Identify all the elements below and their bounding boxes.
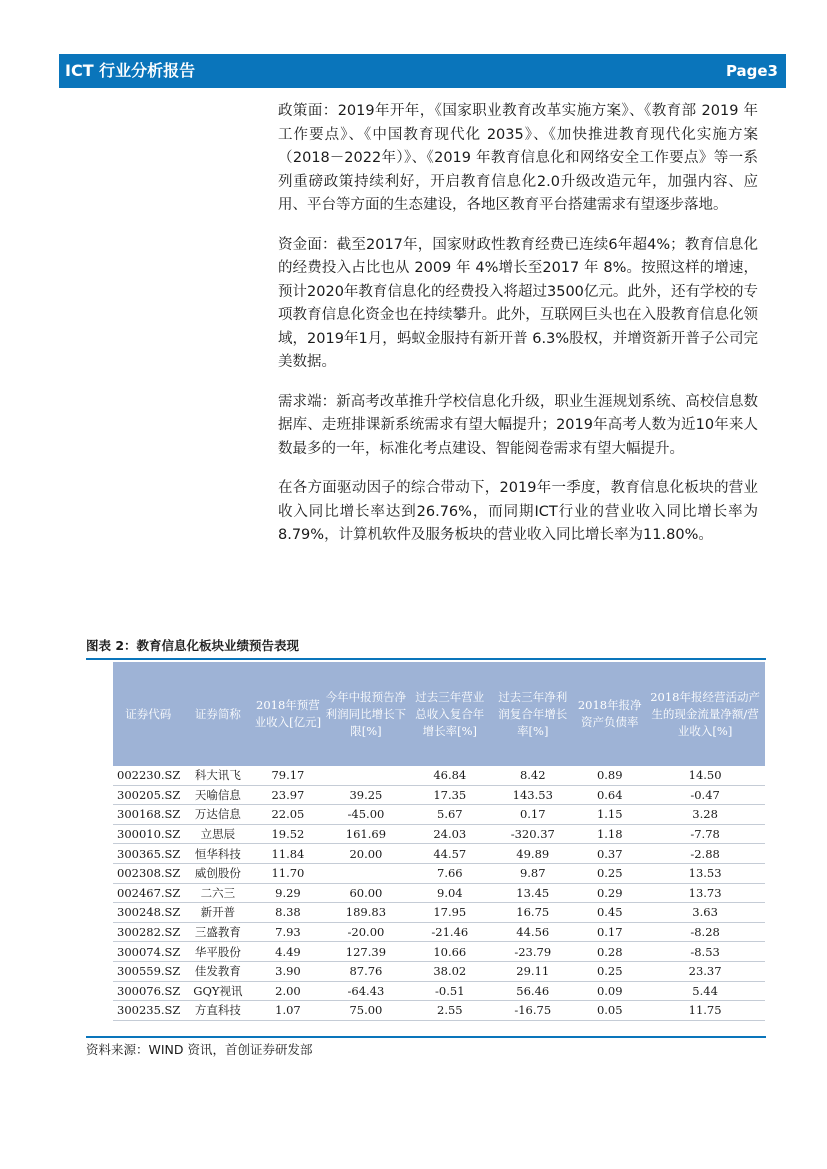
table-cell: 20.00 [323,844,408,864]
table-cell: 方直科技 [183,1001,252,1021]
table-cell: 0.17 [574,922,645,942]
table-cell: 3.90 [252,961,323,981]
table-cell: 0.25 [574,863,645,883]
paragraph-summary: 在各方面驱动因子的综合带动下，2019年一季度，教育信息化板块的营业收入同比增长率达到26.76%，而同期ICT行业的营业收入同比增长率为8.79%，计算机软件及服务板块的营业收入同比增长率为11.80%。 [278,480,758,543]
table-cell: 11.70 [252,863,323,883]
table-cell: 300168.SZ [113,805,183,825]
table-cell: 华平股份 [183,942,252,962]
header-cell: 过去三年营业总收入复合年增长率[%] [408,662,491,766]
table-cell: -20.00 [323,922,408,942]
table-cell: 0.37 [574,844,645,864]
table-cell: 22.05 [252,805,323,825]
table-cell: 75.00 [323,1001,408,1021]
table-cell: 300248.SZ [113,903,183,923]
table-cell: 5.67 [408,805,491,825]
table-cell: 300010.SZ [113,824,183,844]
table-cell: 0.89 [574,766,645,785]
table-row [113,961,765,981]
page-number: Page3 [725,62,778,80]
table-row [113,1001,765,1021]
table-cell: 300282.SZ [113,922,183,942]
table-cell: 0.25 [574,961,645,981]
table-cell: 13.45 [491,883,574,903]
table-cell: 79.17 [252,766,323,785]
table-cell: 13.53 [645,863,765,883]
table-cell: 9.04 [408,883,491,903]
table-cell: 13.73 [645,883,765,903]
header-cell: 2018年报经营活动产生的现金流量净额/营业收入[%] [645,662,765,766]
table-cell: 0.28 [574,942,645,962]
table-top-rule [86,658,766,660]
table-cell: 0.05 [574,1001,645,1021]
table-cell: 23.37 [645,961,765,981]
table-cell: 9.87 [491,863,574,883]
table-cell [323,766,408,785]
header-cell: 2018年预营业收入[亿元] [252,662,323,766]
table-row [113,922,765,942]
table-cell: 1.18 [574,824,645,844]
table-cell: 300235.SZ [113,1001,183,1021]
table-body [113,766,765,1020]
table-cell: 23.97 [252,785,323,805]
table-row [113,883,765,903]
table-cell: 17.35 [408,785,491,805]
table-cell: 0.64 [574,785,645,805]
table-cell: -2.88 [645,844,765,864]
table-cell: 300205.SZ [113,785,183,805]
table-cell: -0.51 [408,981,491,1001]
table-cell: -45.00 [323,805,408,825]
table-bottom-rule [86,1036,766,1038]
table-cell: 127.39 [323,942,408,962]
table-cell: 300559.SZ [113,961,183,981]
paragraph-demand: 需求端：新高考改革推升学校信息化升级，职业生涯规划系统、高校信息数据库、走班排课新系统需求有望大幅提升；2019年高考人数为近10年来人数最多的一年，标准化考点建设、智能阅卷需求有望大幅提升。 [278,393,758,457]
table-cell: -21.46 [408,922,491,942]
table-cell: 7.93 [252,922,323,942]
table-cell: 万达信息 [183,805,252,825]
table-cell: 10.66 [408,942,491,962]
table-cell: 14.50 [645,766,765,785]
table-cell: 46.84 [408,766,491,785]
table-cell: 300076.SZ [113,981,183,1001]
table-cell: 0.09 [574,981,645,1001]
header-cell: 今年中报预告净利润同比增长下限[%] [323,662,408,766]
table-cell: 三盛教育 [183,922,252,942]
header-cell: 2018年报净资产负债率 [574,662,645,766]
table-cell: 立思辰 [183,824,252,844]
table-cell [323,863,408,883]
table-row [113,785,765,805]
table-cell: 002308.SZ [113,863,183,883]
table-cell: 天喻信息 [183,785,252,805]
table-cell: 1.15 [574,805,645,825]
table-cell: 189.83 [323,903,408,923]
table-cell: 佳发教育 [183,961,252,981]
table-cell: 0.29 [574,883,645,903]
table-cell: 3.63 [645,903,765,923]
table-row [113,942,765,962]
table-caption: 图表 2：教育信息化板块业绩预告表现 [86,638,300,653]
table-cell: 11.75 [645,1001,765,1021]
table-row [113,805,765,825]
table-cell: 56.46 [491,981,574,1001]
table-cell: -8.53 [645,942,765,962]
data-source-note: 资料来源：WIND 资讯，首创证券研发部 [86,1042,313,1057]
table-row [113,824,765,844]
table-cell: 29.11 [491,961,574,981]
table-cell: 7.66 [408,863,491,883]
table-cell: -16.75 [491,1001,574,1021]
table-cell: 39.25 [323,785,408,805]
table-cell: -64.43 [323,981,408,1001]
table-cell: 44.56 [491,922,574,942]
table-cell: 38.02 [408,961,491,981]
paragraph-policy: 政策面：2019年开年，《国家职业教育改革实施方案》、《教育部 2019 年工作要点》、《中国教育现代化 2035》、《加快推进教育现代化实施方案（2018－2022年）》、《2019 年教育信息化和网络安全工作要点》等一系列重磅政策持续利好，开启教育信息化2.0升级改造元年，加强内容、应用、平台等方面的生态建设，各地区教育平台搭建需求有望逐步落地。 [278,103,758,213]
table-cell: -320.37 [491,824,574,844]
table-cell: 300074.SZ [113,942,183,962]
table-cell: 002467.SZ [113,883,183,903]
report-title: ICT 行业分析报告 [65,61,196,80]
table-cell: 11.84 [252,844,323,864]
table-cell: 1.07 [252,1001,323,1021]
table-cell: 8.42 [491,766,574,785]
table-cell: 恒华科技 [183,844,252,864]
table-cell: GQY视讯 [183,981,252,1001]
table-cell: 0.17 [491,805,574,825]
table-cell: 新开普 [183,903,252,923]
table-cell: 二六三 [183,883,252,903]
table-cell: 8.38 [252,903,323,923]
table-cell: 5.44 [645,981,765,1001]
table-cell: 87.76 [323,961,408,981]
table-cell: 44.57 [408,844,491,864]
report-header-bar [59,54,786,88]
table-cell: 3.28 [645,805,765,825]
earnings-table [113,662,765,1021]
table-row [113,766,765,785]
table-row [113,844,765,864]
table-header-row [113,662,765,766]
table-row [113,863,765,883]
table-row [113,903,765,923]
table-cell: 16.75 [491,903,574,923]
table-cell: -7.78 [645,824,765,844]
table-cell: 002230.SZ [113,766,183,785]
table-cell: 威创股份 [183,863,252,883]
table-cell: 19.52 [252,824,323,844]
table-cell: 2.55 [408,1001,491,1021]
table-cell: 9.29 [252,883,323,903]
table-cell: 17.95 [408,903,491,923]
table-cell: 60.00 [323,883,408,903]
table-cell: 24.03 [408,824,491,844]
header-cell: 过去三年净利润复合年增长率[%] [491,662,574,766]
table-cell: 0.45 [574,903,645,923]
table-cell: -23.79 [491,942,574,962]
body-text [278,100,758,564]
table-cell: 161.69 [323,824,408,844]
table-cell: 4.49 [252,942,323,962]
header-cell: 证券简称 [183,662,252,766]
header-cell: 证券代码 [113,662,183,766]
table-cell: -8.28 [645,922,765,942]
table-cell: 300365.SZ [113,844,183,864]
table-cell: 49.89 [491,844,574,864]
table-cell: -0.47 [645,785,765,805]
paragraph-funding: 资金面：截至2017年，国家财政性教育经费已连续6年超4%；教育信息化的经费投入占比也从 2009 年 4%增长至2017 年 8%。按照这样的增速，预计2020年教育信息化的经费投入将超过3500亿元。此外，还有学校的专项教育信息化资金也在持续攀升。此外，互联网巨头也在入股教育信息化领域，2019年1月，蚂蚁金服持有新开普 6.3%股权，并增资新开普子公司完美数据。 [278,236,758,370]
table-cell: 2.00 [252,981,323,1001]
table-cell: 科大讯飞 [183,766,252,785]
table-cell: 143.53 [491,785,574,805]
table-row [113,981,765,1001]
